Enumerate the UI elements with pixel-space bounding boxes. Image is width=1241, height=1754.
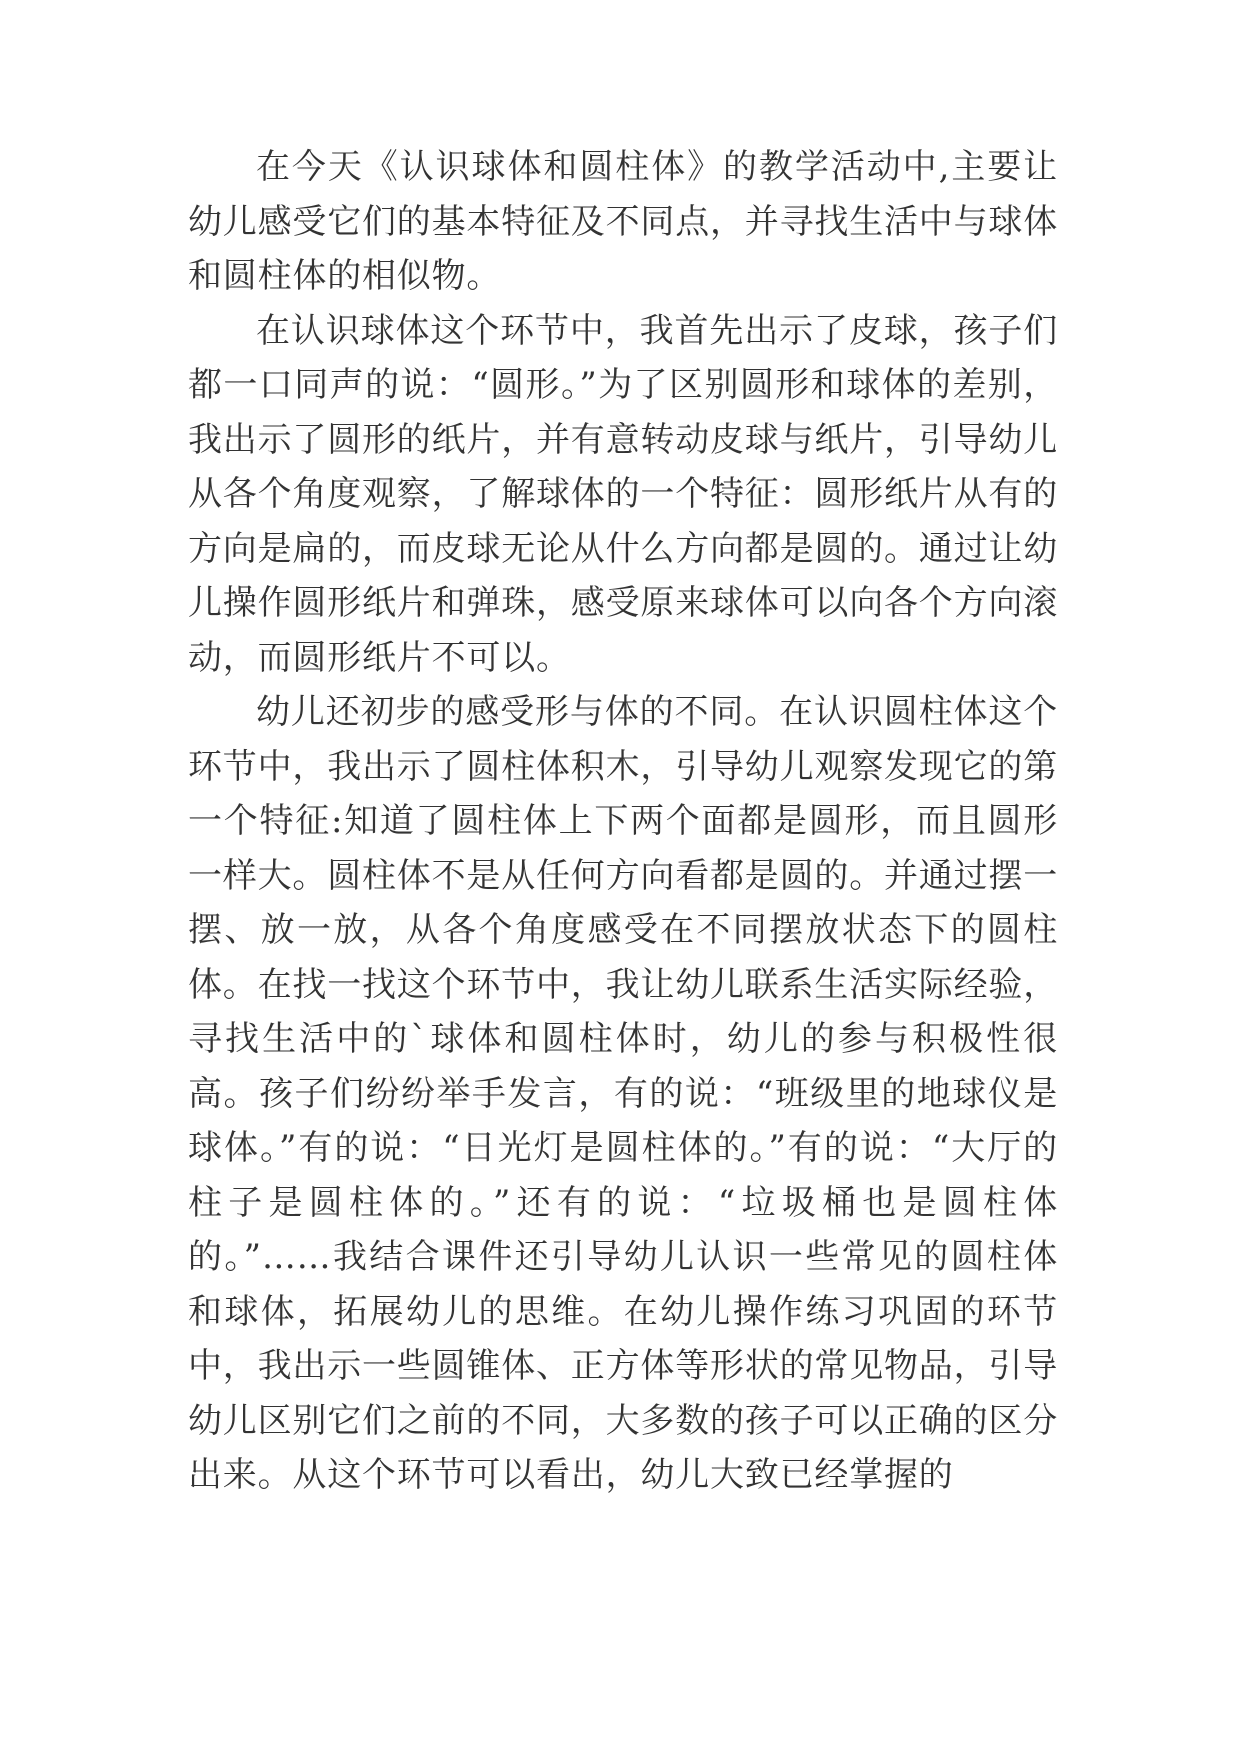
paragraph-1: 在今天《认识球体和圆柱体》的教学活动中,主要让幼儿感受它们的基本特征及不同点，并寻找生活中与球体和圆柱体的相似物。 — [188, 147, 1058, 296]
document-body — [188, 140, 1058, 1503]
paragraph-3: 幼儿还初步的感受形与体的不同。在认识圆柱体这个环节中，我出示了圆柱体积木，引导幼儿观察发现它的第一个特征:知道了圆柱体上下两个面都是圆形，而且圆形一样大。圆柱体不是从任何方向看都是圆的。并通过摆一摆、放一放，从各个角度感受在不同摆放状态下的圆柱体。在找一找这个环节中，我让幼儿联系生活实际经验，寻找生活中的`球体和圆柱体时，幼儿的参与积极性很高。孩子们纷纷举手发言，有的说：“班级里的地球仪是球体。”有的说：“日光灯是圆柱体的。”有的说：“大厅的柱子是圆柱体的。”还有的说：“垃圾桶也是圆柱体的。”……我结合课件还引导幼儿认识一些常见的圆柱体和球体，拓展幼儿的思维。在幼儿操作练习巩固的环节中，我出示一些圆锥体、正方体等形状的常见物品，引导幼儿区别它们之前的不同，大多数的孩子可以正确的区分出来。从这个环节可以看出，幼儿大致已经掌握的 — [188, 692, 1058, 1495]
paragraph-2: 在认识球体这个环节中，我首先出示了皮球，孩子们都一口同声的说：“圆形。”为了区别圆形和球体的差别，我出示了圆形的纸片，并有意转动皮球与纸片，引导幼儿从各个角度观察，了解球体的一个特征：圆形纸片从有的方向是扁的，而皮球无论从什么方向都是圆的。通过让幼儿操作圆形纸片和弹珠，感受原来球体可以向各个方向滚动，而圆形纸片不可以。 — [188, 310, 1058, 678]
